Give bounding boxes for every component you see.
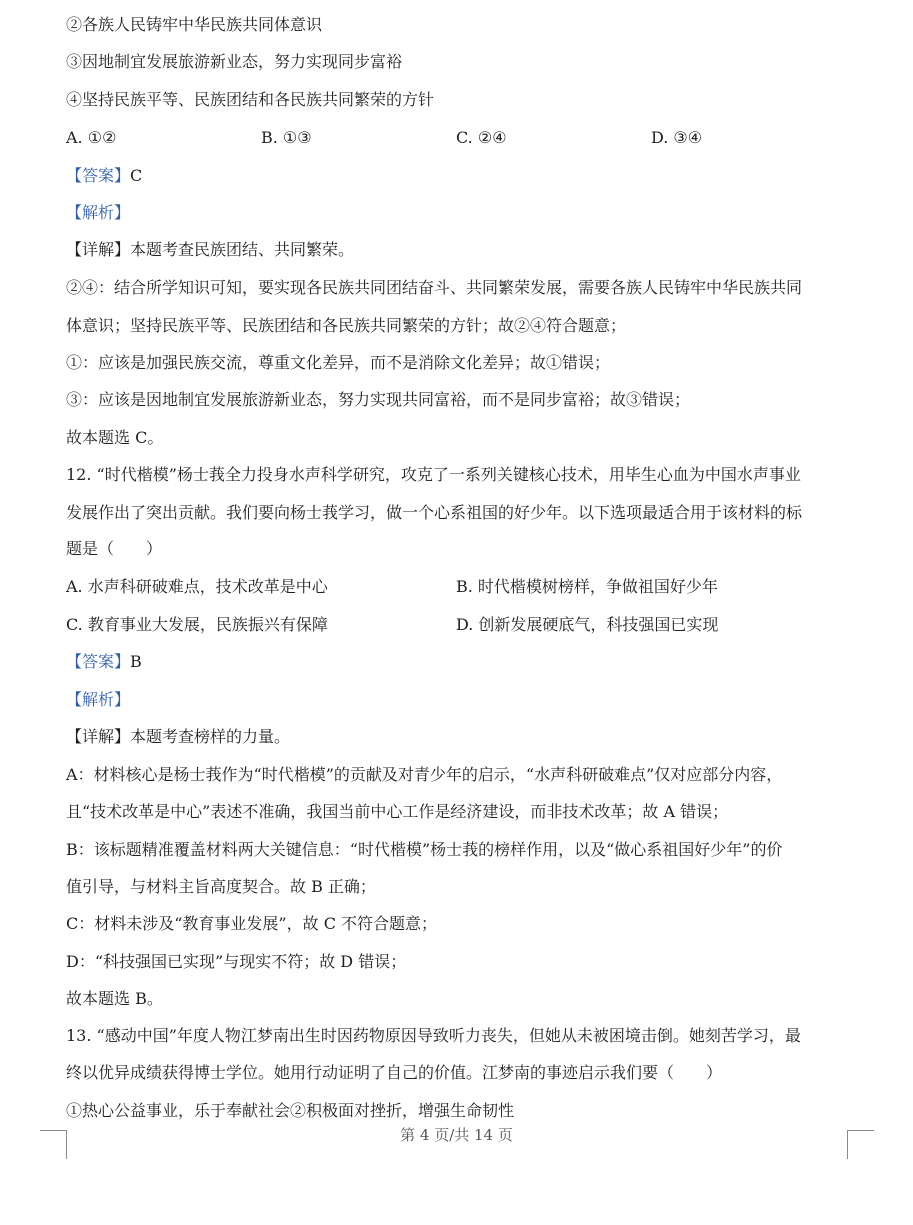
detail-label: 【详解】 — [66, 240, 131, 259]
q12-detail — [66, 726, 290, 748]
q11-exp-2: ①：应该是加强民族交流，尊重文化差异，而不是消除文化差异；故①错误； — [66, 353, 611, 372]
q11-item-4: ④坚持民族平等、民族团结和各民族共同繁荣的方针 — [66, 90, 435, 109]
detail-text: 本题考查榜样的力量。 — [130, 727, 291, 746]
q13-stem-1: 13. “感动中国”年度人物江梦南出生时因药物原因导致听力丧失，但她从未被困境击倒。她刻苦学习，最 — [66, 1026, 801, 1045]
page-footer: 第 4 页/共 14 页 — [400, 1126, 513, 1144]
q11-option-d: D. ③④ — [651, 128, 703, 147]
q12-option-b: B. 时代楷模树榜样，争做祖国好少年 — [456, 577, 718, 596]
detail-text: 本题考查民族团结、共同繁荣。 — [130, 240, 355, 259]
q12-exp-a1: A：材料核心是杨士莪作为“时代楷模”的贡献及对青少年的启示，“水声科研破难点”仅对应部分内容， — [66, 765, 783, 784]
q12-exp-d: D：“科技强国已实现”与现实不符；故 D 错误； — [66, 952, 407, 971]
q11-exp-1a: ②④：结合所学知识可知，要实现各民族共同团结奋斗、共同繁荣发展，需要各族人民铸牢中华民族共同 — [66, 278, 803, 297]
q13-items: ①热心公益事业，乐于奉献社会②积极面对挫折，增强生命韧性 — [66, 1101, 515, 1120]
q12-stem-2: 发展作出了突出贡献。我们要向杨士莪学习，做一个心系祖国的好少年。以下选项最适合用于该材料的标 — [66, 503, 803, 522]
q11-option-a: A. ①② — [66, 128, 117, 147]
q11-item-2: ②各族人民铸牢中华民族共同体意识 — [66, 15, 323, 34]
q11-detail — [66, 239, 354, 261]
answer-label: 【答案】 — [66, 166, 131, 185]
q12-exp-b2: 值引导，与材料主旨高度契合。故 B 正确； — [66, 877, 376, 896]
q11-exp-1b: 体意识；坚持民族平等、民族团结和各民族共同繁荣的方针；故②④符合题意； — [66, 316, 627, 335]
q11-conclusion: 故本题选 C。 — [66, 428, 164, 447]
q12-answer — [66, 651, 142, 673]
q12-conclusion: 故本题选 B。 — [66, 989, 163, 1008]
answer-value: C — [130, 166, 143, 185]
q12-option-a: A. 水声科研破难点，技术改革是中心 — [66, 577, 328, 596]
q11-answer — [66, 165, 142, 187]
q12-exp-a2: 且“技术改革是中心”表述不准确，我国当前中心工作是经济建设，而非技术改革；故 A 错误； — [66, 802, 729, 821]
q12-stem-1: 12. “时代楷模”杨士莪全力投身水声科学研究，攻克了一系列关键核心技术，用毕生心血为中国水声事业 — [66, 465, 801, 484]
q11-option-c: C. ②④ — [456, 128, 507, 147]
q11-exp-3: ③：应该是因地制宜发展旅游新业态，努力实现共同富裕，而不是同步富裕；故③错误； — [66, 390, 691, 409]
q11-analysis-label: 【解析】 — [66, 203, 131, 222]
q11-option-b: B. ①③ — [261, 128, 312, 147]
q12-analysis-label: 【解析】 — [66, 690, 131, 709]
answer-label: 【答案】 — [66, 652, 131, 671]
q12-option-c: C. 教育事业大发展，民族振兴有保障 — [66, 615, 328, 634]
q11-item-3: ③因地制宜发展旅游新业态，努力实现同步富裕 — [66, 52, 403, 71]
q12-exp-c: C：材料未涉及“教育事业发展”，故 C 不符合题意； — [66, 914, 438, 933]
q12-stem-3: 题是（ ） — [66, 539, 163, 558]
q13-stem-2: 终以优异成绩获得博士学位。她用行动证明了自己的价值。江梦南的事迹启示我们要（ ） — [66, 1063, 723, 1082]
detail-label: 【详解】 — [66, 727, 131, 746]
q12-option-d: D. 创新发展硬底气，科技强国已实现 — [456, 615, 719, 634]
answer-value: B — [130, 652, 142, 671]
q12-exp-b1: B：该标题精准覆盖材料两大关键信息：“时代楷模”杨士莪的榜样作用，以及“做心系祖国好少年”的价 — [66, 840, 783, 859]
